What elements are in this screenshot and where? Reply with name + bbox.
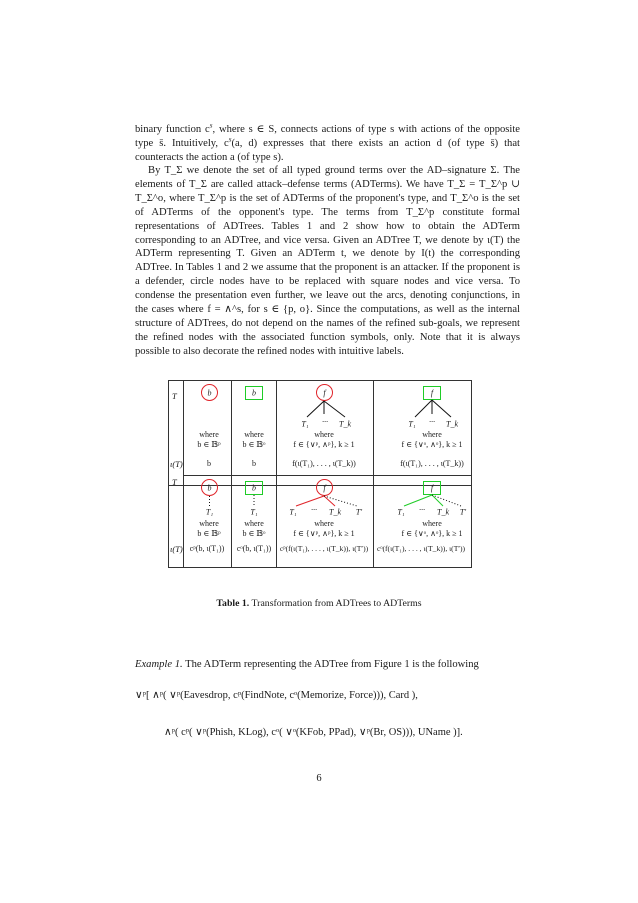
condition: b ∈ 𝔹ᵒ <box>242 440 266 449</box>
transformation-table <box>168 380 472 568</box>
row-label-term-2: ι(T) <box>170 544 183 554</box>
example-label: Example 1. <box>135 659 183 670</box>
node-label: f <box>430 388 434 398</box>
where-label: where <box>422 430 442 439</box>
term: b <box>252 459 256 468</box>
condition: b ∈ 𝔹ᵒ <box>242 529 266 538</box>
node-label: f <box>323 388 326 397</box>
paragraph-counter-function: binary function $c^s$, where s ∈ S, connects actions of type s with actions of the opposite type s̄. Intuitively, $c^s(a$, d) expresses that there exists an action d (of type s̄) that counteracts the action a (of type s). <box>135 121 520 163</box>
where-label: where <box>244 430 264 439</box>
condition: f ∈ {∨ᵒ, ∧ᵒ}, k ≥ 1 <box>401 440 463 449</box>
node-label: b <box>252 483 256 493</box>
row-label-tree: T <box>172 391 177 401</box>
counter-subtree-label: T′ <box>459 507 467 517</box>
formula-line-2: ∧ᵖ( cᵖ( ∨ᵖ(Phish, KLog), cᵒ( ∨ᵒ(KFob, PPad), ∨ᵖ(Br, OS))), UName )]. <box>164 727 463 738</box>
paragraph-adterms: By T_Σ we denote the set of all typed ground terms over the AD–signature Σ. The elements of T_Σ are called attack–defense terms (ADTerms). We have T_Σ = T_Σ^p ∪ T_Σ^o, where T_Σ^p is the set of ADTerms of the proponent's type, and T_Σ^o is the set of ADTerms of the opponent's type. The terms from T_Σ^p constitute formal representations of ADTrees. Tables 1 and 2 show how to obtain the ADTerm corresponding to an ADTree, and vice versa. Given an ADTree T, we denote by ι(T) the ADTerm representing T. Given an ADTerm t, we denote by I(t) the corresponding ADTree. In Tables 1 and 2 we assume that the proponent is an attacker. If the proponent is a defender, circle nodes have to be replaced with square nodes and vice versa. To condense the presentation even further, we leave out the arcs, denoting conjunctions, in the cases where f = ∧^s, for s ∈ {p, o}. Since the computations, as well as the internal structure of ADTrees, do not depend on the names of the refined sub-goals, we represent the refined nodes with the associated function symbols, only. Note that it is always possible to also decorate the refined nodes with intuitive labels. <box>135 165 520 357</box>
page-number: 6 <box>316 773 322 784</box>
subtree-label: T_k <box>437 507 449 517</box>
where-label: where <box>244 519 264 528</box>
where-label: where <box>199 430 219 439</box>
where-label: where <box>314 519 334 528</box>
counter-subtree-label: T′ <box>355 507 363 517</box>
term: f(ι(T₁), . . . , ι(T_k)) <box>400 459 464 468</box>
where-label: where <box>422 519 442 528</box>
term: f(ι(T₁), . . . , ι(T_k)) <box>292 459 356 468</box>
term: b <box>207 459 211 468</box>
example-paragraph <box>135 659 520 670</box>
condition: b ∈ 𝔹ᵖ <box>197 529 221 538</box>
subtree-label: T₁ <box>289 507 297 517</box>
row-label-term: ι(T) <box>170 459 183 469</box>
term: cᵖ(f(ι(T₁), . . . , ι(T_k)), ι(T′)) <box>279 544 369 553</box>
dots: ··· <box>429 417 435 427</box>
condition: f ∈ {∨ᵖ, ∧ᵖ}, k ≥ 1 <box>293 529 355 538</box>
tree-edges <box>169 381 471 567</box>
subtree-label: T₁ <box>205 507 214 517</box>
dots: ··· <box>311 505 317 515</box>
caption-label: Table 1. <box>216 598 250 609</box>
example-text: The ADTerm representing the ADTree from Figure 1 is the following <box>185 659 479 670</box>
subtree-label: T_k <box>339 419 351 429</box>
node-label: f <box>323 483 326 492</box>
condition: b ∈ 𝔹ᵖ <box>197 440 221 449</box>
term: cᵒ(f(ι(T₁), . . . , ι(T_k)), ι(T′)) <box>376 544 466 553</box>
table-caption <box>0 598 638 609</box>
subtree-label: T₁ <box>397 507 405 517</box>
node-label: b <box>252 388 256 398</box>
where-label: where <box>314 430 334 439</box>
condition: f ∈ {∨ᵒ, ∧ᵒ}, k ≥ 1 <box>401 529 463 538</box>
node-label: f <box>430 483 434 493</box>
subtree-label: T₁ <box>301 419 309 429</box>
subtree-label: T₁ <box>250 507 258 517</box>
term: cᵖ(b, ι(T₁)) <box>189 544 225 553</box>
formula-line-1: ∨ᵖ[ ∧ᵖ( ∨ᵖ(Eavesdrop, cᵖ(FindNote, cᵒ(Memorize, Force))), Card ), <box>135 690 418 701</box>
dots: ··· <box>419 505 425 515</box>
subtree-label: T₁ <box>408 419 416 429</box>
where-label: where <box>199 519 219 528</box>
dots: ··· <box>322 417 328 427</box>
node-label: b <box>207 483 212 492</box>
row-label-tree-2: T <box>172 477 177 487</box>
subtree-label: T_k <box>446 419 458 429</box>
caption-text: Transformation from ADTrees to ADTerms <box>251 598 422 609</box>
node-label: b <box>207 388 212 397</box>
term: cᵒ(b, ι(T₁)) <box>236 544 272 553</box>
subtree-label: T_k <box>329 507 341 517</box>
condition: f ∈ {∨ᵖ, ∧ᵖ}, k ≥ 1 <box>293 440 355 449</box>
